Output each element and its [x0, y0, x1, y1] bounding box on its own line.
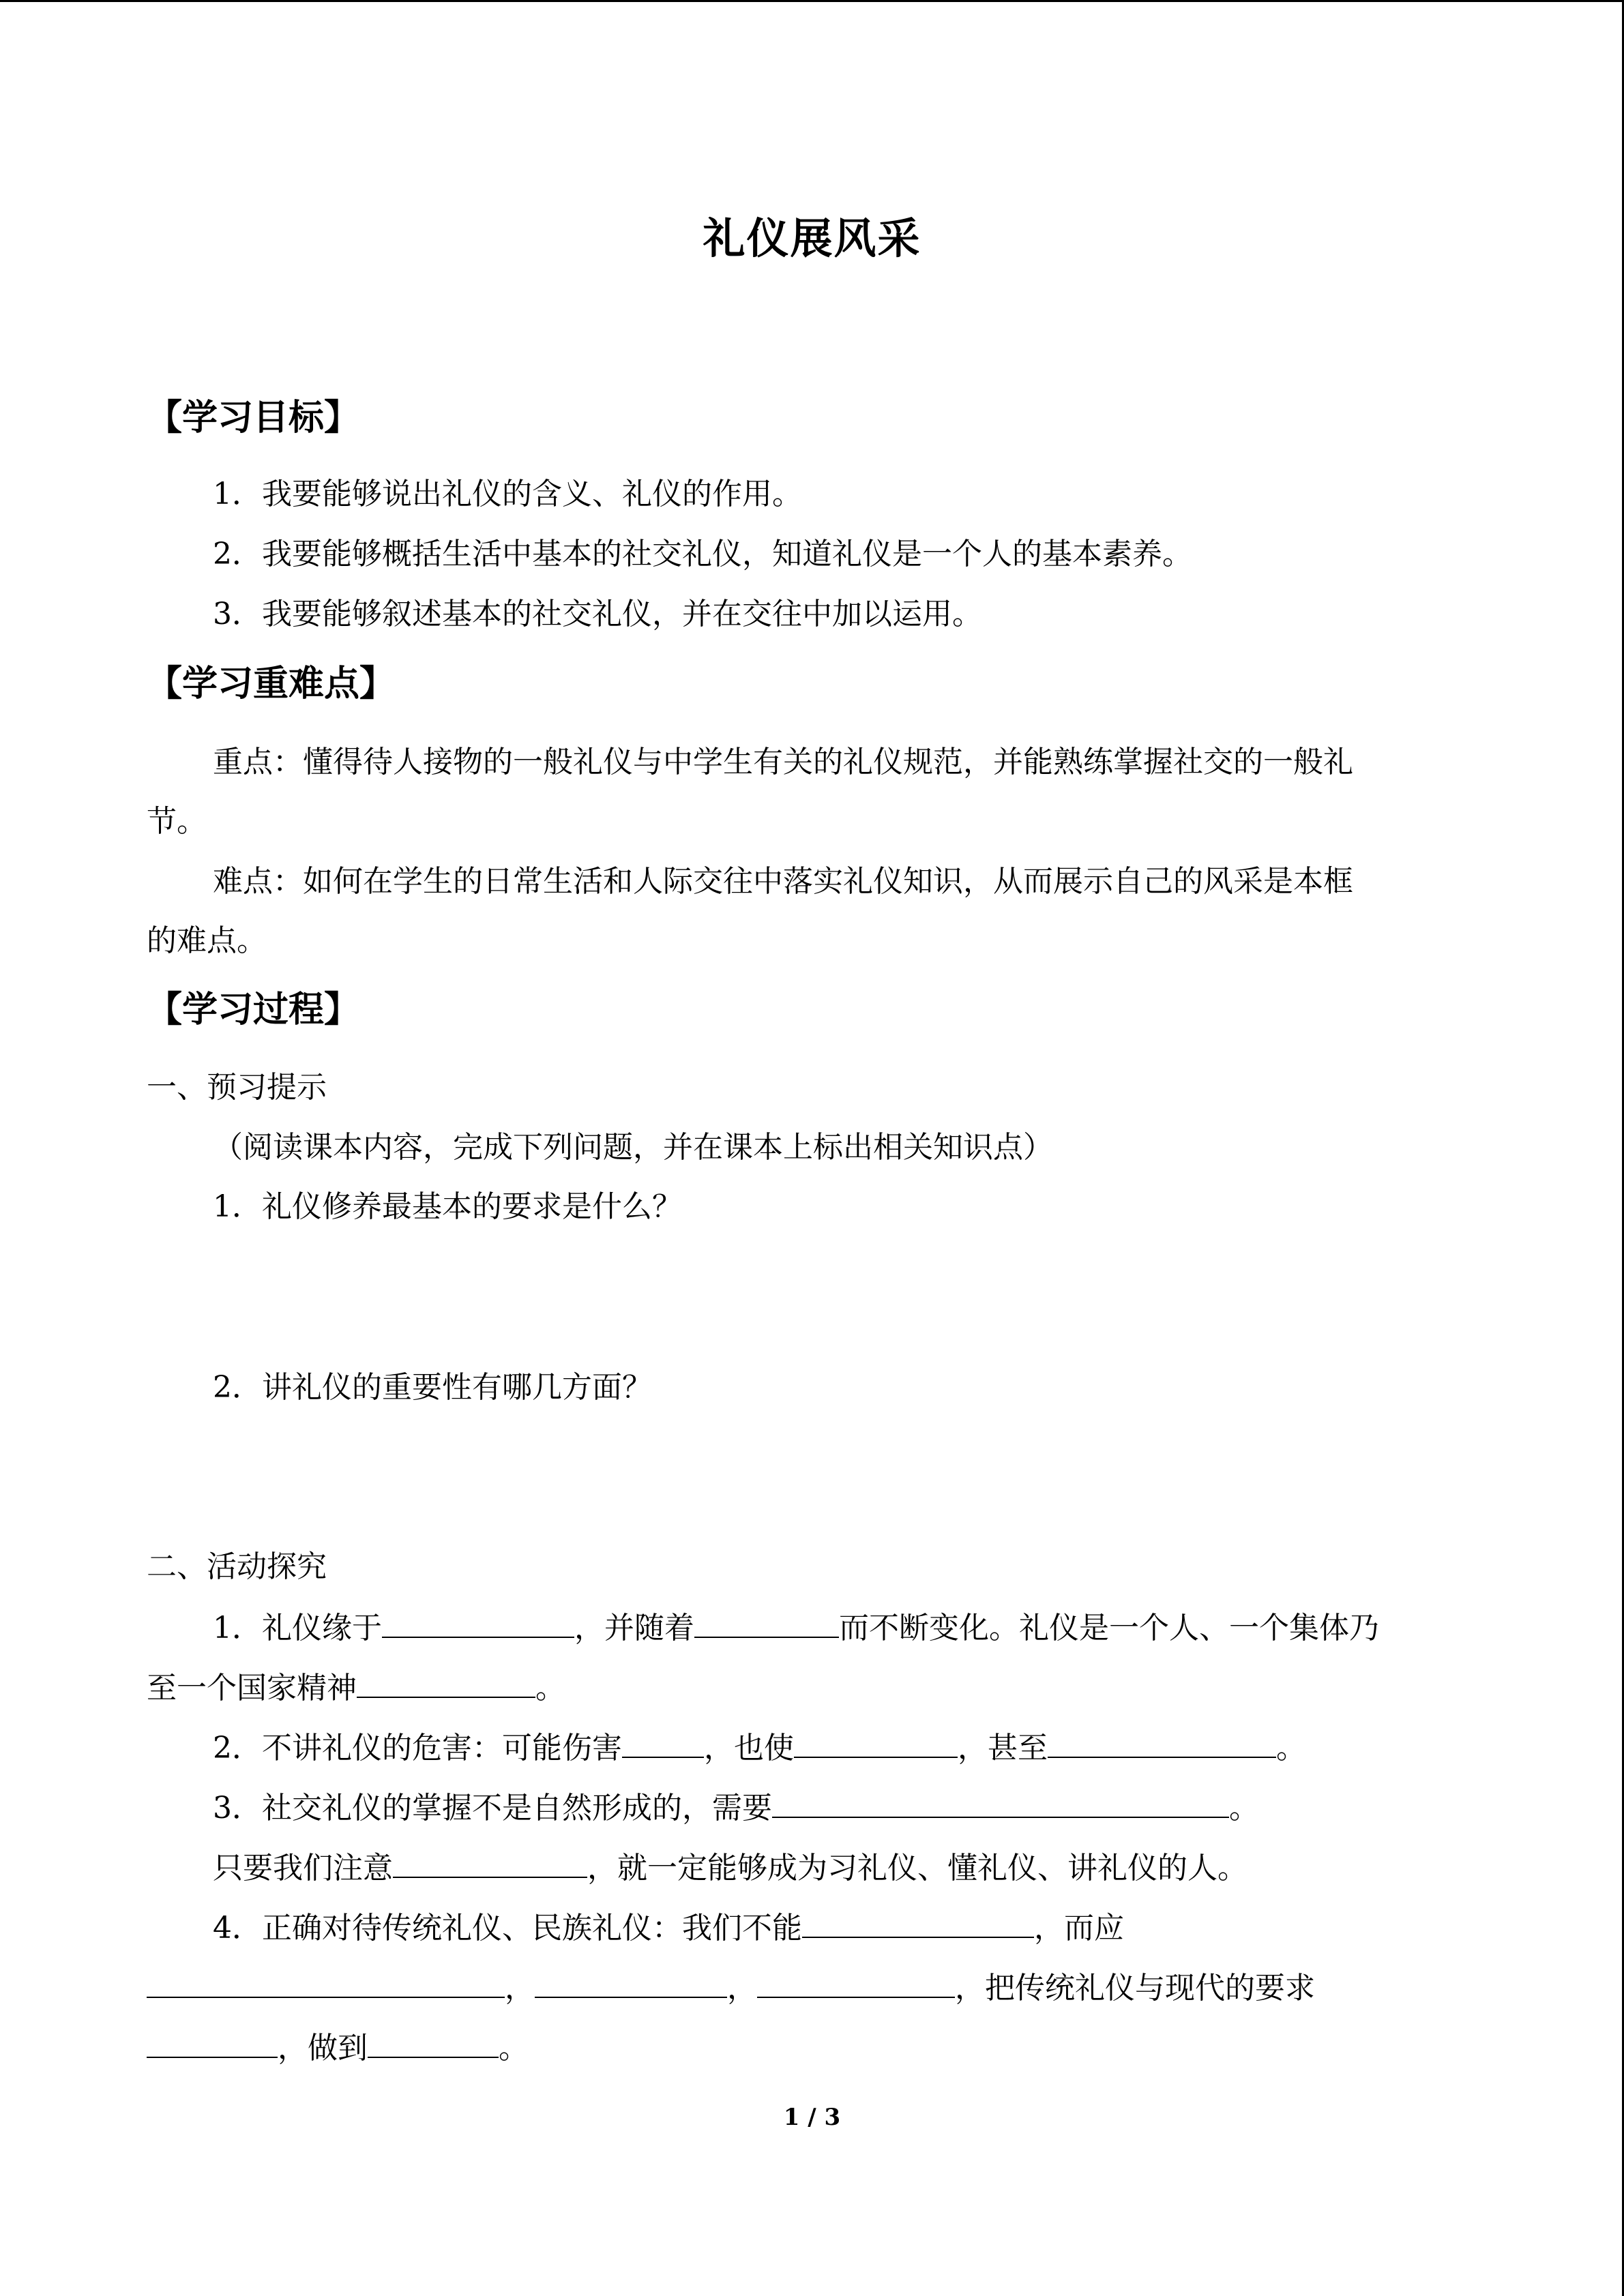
text-segment: 1．礼仪缘于 — [213, 1611, 382, 1645]
preview-title: 一、预习提示 — [147, 1070, 327, 1105]
text-segment: ，也使 — [704, 1731, 794, 1765]
fill-blank[interactable] — [772, 1787, 1229, 1818]
activity-item-1-line-1 — [213, 1607, 1379, 1649]
activity-item-2 — [213, 1727, 1306, 1769]
goals-heading: 【学习目标】 — [147, 398, 360, 438]
text-segment: ， — [727, 1971, 757, 2006]
activity-item-4-line-2 — [147, 1967, 1315, 2009]
activity-item-3-line-1 — [213, 1787, 1259, 1829]
text-segment: 只要我们注意 — [213, 1851, 393, 1885]
activity-title: 二、活动探究 — [147, 1549, 327, 1584]
text-segment: 至一个国家精神 — [147, 1671, 357, 1705]
fill-blank[interactable] — [147, 2027, 278, 2058]
text-segment: 。 — [499, 2031, 529, 2066]
text-segment: ，就一定能够成为习礼仪、懂礼仪、讲礼仪的人。 — [587, 1851, 1247, 1885]
key-point-line-2: 节。 — [147, 804, 207, 839]
page-number: 1 / 3 — [783, 2104, 841, 2131]
goal-item-1: 1．我要能够说出礼仪的含义、礼仪的作用。 — [213, 477, 802, 511]
key-point-line-1: 重点：懂得待人接物的一般礼仪与中学生有关的礼仪规范，并能熟练掌握社交的一般礼 — [213, 745, 1353, 779]
activity-item-3-line-2 — [213, 1847, 1247, 1889]
activity-item-4-line-1 — [213, 1907, 1124, 1949]
page-title: 礼仪展风采 — [703, 213, 921, 263]
text-segment: 而不断变化。礼仪是一个人、一个集体乃 — [839, 1611, 1379, 1645]
fill-blank[interactable] — [757, 1967, 955, 1998]
key-points-heading: 【学习重难点】 — [147, 664, 396, 704]
process-heading: 【学习过程】 — [147, 989, 360, 1030]
fill-blank[interactable] — [357, 1667, 535, 1698]
goal-item-2: 2．我要能够概括生活中基本的社交礼仪，知道礼仪是一个人的基本素养。 — [213, 537, 1192, 571]
preview-question-2: 2．讲礼仪的重要性有哪几方面？ — [213, 1370, 652, 1405]
preview-instruction: （阅读课本内容，完成下列问题，并在课本上标出相关知识点） — [213, 1130, 1053, 1165]
activity-item-1-line-2 — [147, 1667, 565, 1709]
fill-blank[interactable] — [794, 1727, 958, 1758]
text-segment: ，而应 — [1034, 1911, 1124, 1945]
activity-item-4-line-3 — [147, 2027, 529, 2069]
fill-blank[interactable] — [802, 1907, 1034, 1938]
fill-blank[interactable] — [147, 1967, 505, 1998]
text-segment: ，把传统礼仪与现代的要求 — [955, 1971, 1315, 2006]
difficult-point-line-2: 的难点。 — [147, 923, 267, 958]
text-segment: ，做到 — [278, 2031, 368, 2066]
fill-blank[interactable] — [382, 1607, 574, 1638]
preview-question-1: 1．礼仪修养最基本的要求是什么？ — [213, 1189, 682, 1224]
text-segment: ，甚至 — [958, 1731, 1048, 1765]
text-segment: 2．不讲礼仪的危害：可能伤害 — [213, 1731, 622, 1765]
text-segment: 。 — [1276, 1731, 1306, 1765]
goal-item-3: 3．我要能够叙述基本的社交礼仪，并在交往中加以运用。 — [213, 597, 982, 631]
text-segment: 。 — [1229, 1791, 1259, 1825]
fill-blank[interactable] — [622, 1727, 704, 1758]
fill-blank[interactable] — [1048, 1727, 1276, 1758]
fill-blank[interactable] — [694, 1607, 839, 1638]
text-segment: 3．社交礼仪的掌握不是自然形成的，需要 — [213, 1791, 772, 1825]
text-segment: 。 — [535, 1671, 565, 1705]
text-segment: 4．正确对待传统礼仪、民族礼仪：我们不能 — [213, 1911, 802, 1945]
page-border-top — [0, 0, 1624, 2]
difficult-point-line-1: 难点：如何在学生的日常生活和人际交往中落实礼仪知识，从而展示自己的风采是本框 — [213, 864, 1353, 899]
fill-blank[interactable] — [368, 2027, 499, 2058]
text-segment: ，并随着 — [574, 1611, 694, 1645]
fill-blank[interactable] — [535, 1967, 727, 1998]
text-segment: ， — [505, 1971, 535, 2006]
fill-blank[interactable] — [393, 1847, 587, 1878]
